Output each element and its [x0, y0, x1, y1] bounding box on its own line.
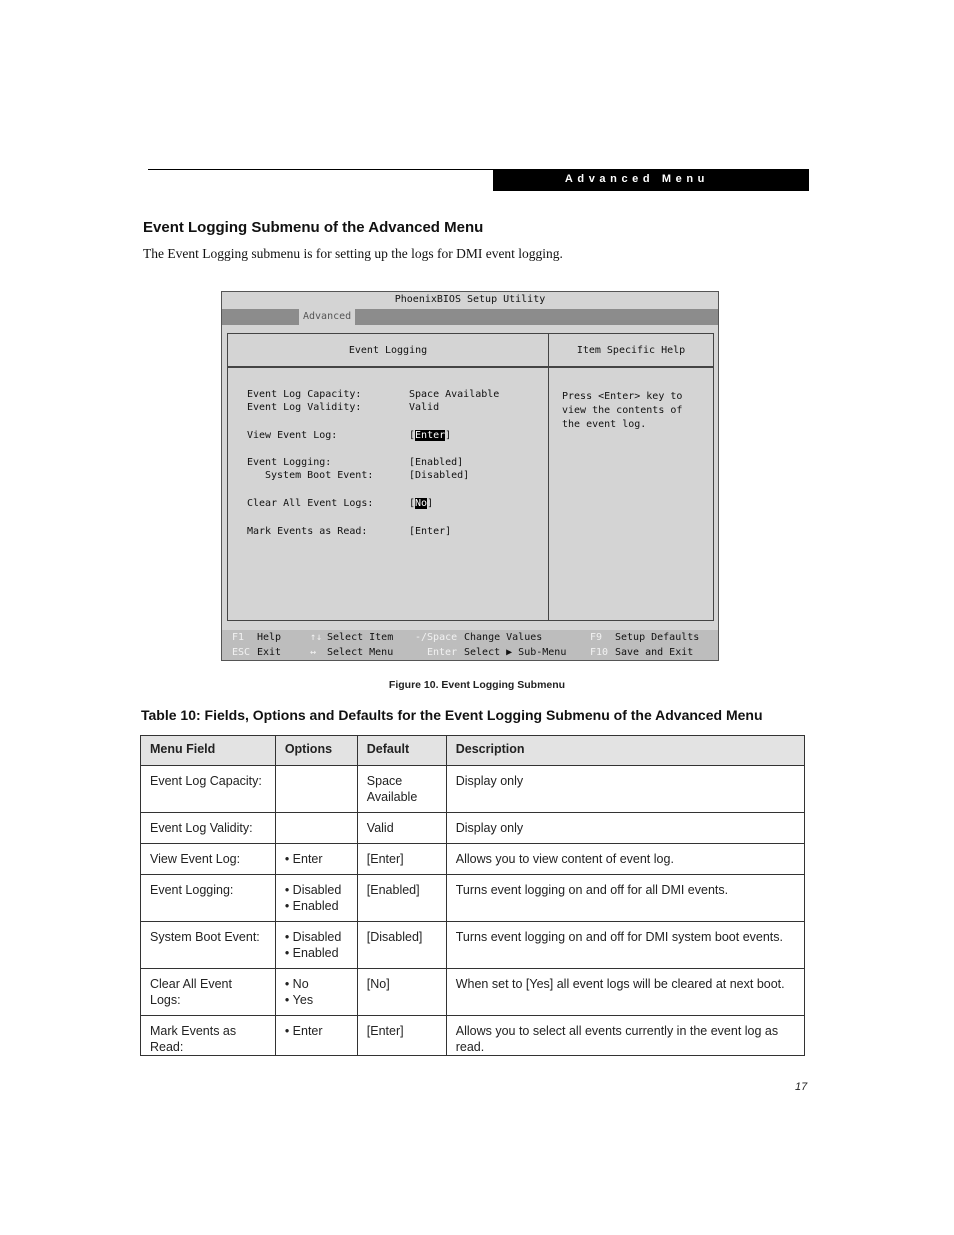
key-desc-setup-defaults: Setup Defaults — [615, 632, 700, 643]
cell-field: View Event Log: — [141, 844, 276, 875]
column-header: Description — [446, 736, 804, 766]
cell-description: Turns event logging on and off for DMI system boot events. — [446, 922, 804, 969]
cell-description: When set to [Yes] all event logs will be cleared at next boot. — [446, 969, 804, 1016]
help-line: view the contents of — [562, 405, 683, 416]
column-header: Default — [357, 736, 446, 766]
cell-options — [275, 922, 357, 969]
bios-main-panel — [227, 333, 549, 621]
cell-options — [275, 1016, 357, 1056]
bios-label-view-log: View Event Log: — [247, 430, 338, 441]
cell-field: Event Log Validity: — [141, 813, 276, 844]
figure-caption: Figure 10. Event Logging Submenu — [388, 679, 566, 691]
bios-label-capacity: Event Log Capacity: — [247, 389, 362, 400]
bracket-open: [ — [409, 498, 416, 509]
bios-key-legend — [222, 630, 718, 660]
option-item: • Enter — [285, 851, 348, 867]
bios-label-validity: Event Log Validity: — [247, 402, 362, 413]
bios-value-validity: Valid — [409, 402, 440, 413]
option-item: • No — [285, 976, 348, 992]
key-enter: Enter — [427, 647, 458, 658]
bios-value-view-log[interactable] — [409, 430, 451, 441]
option-item: • Enabled — [285, 898, 348, 914]
fields-table — [140, 735, 805, 1056]
cell-options — [275, 875, 357, 922]
cell-options — [275, 766, 357, 813]
key-minus-space: -/Space — [415, 632, 458, 643]
bios-screenshot — [221, 291, 719, 661]
key-desc-select-submenu: Select ▶ Sub-Menu — [464, 647, 567, 658]
cell-field: Event Logging: — [141, 875, 276, 922]
cell-description: Display only — [446, 813, 804, 844]
option-item: • Enabled — [285, 945, 348, 961]
key-f9: F9 — [590, 632, 603, 643]
key-desc-exit: Exit — [257, 647, 282, 658]
cell-field: System Boot Event: — [141, 922, 276, 969]
bios-label-mark-read: Mark Events as Read: — [247, 526, 368, 537]
cell-default: [Enter] — [357, 844, 446, 875]
arrow-up-down-icon: ↑↓ — [310, 632, 323, 643]
cell-description: Allows you to select all events currently in the event log as read. — [446, 1016, 804, 1056]
bios-selection-highlight: No — [415, 498, 428, 509]
table-row — [141, 813, 805, 844]
cell-default: Valid — [357, 813, 446, 844]
help-line: the event log. — [562, 419, 647, 430]
cell-field: Event Log Capacity: — [141, 766, 276, 813]
arrow-left-right-icon: ↔ — [310, 647, 317, 658]
bios-main-header: Event Logging — [228, 334, 548, 368]
bracket-open: [ — [409, 430, 416, 441]
key-desc-save-exit: Save and Exit — [615, 647, 694, 658]
default-line: Available — [366, 790, 418, 804]
key-desc-select-item: Select Item — [327, 632, 394, 643]
bios-title: PhoenixBIOS Setup Utility — [394, 294, 546, 305]
bios-help-header: Item Specific Help — [549, 334, 713, 368]
table-row — [141, 922, 805, 969]
key-desc-help: Help — [257, 632, 282, 643]
help-line: Press <Enter> key to — [562, 391, 683, 402]
cell-options — [275, 813, 357, 844]
header-rule — [148, 169, 493, 170]
cell-default — [357, 766, 446, 813]
bios-selection-highlight: Enter — [415, 430, 446, 441]
key-desc-change-values: Change Values — [464, 632, 543, 643]
bios-value-event-logging[interactable]: [Enabled] — [409, 457, 464, 468]
key-f10: F10 — [590, 647, 609, 658]
table-row — [141, 1016, 805, 1056]
bios-label-boot-event: System Boot Event: — [265, 470, 374, 481]
table-header-row — [141, 736, 805, 766]
cell-field: Mark Events as Read: — [141, 1016, 276, 1056]
bios-label-clear-logs: Clear All Event Logs: — [247, 498, 374, 509]
table-title: Table 10: Fields, Options and Defaults for the Event Logging Submenu of the Advanced Menu — [141, 707, 763, 723]
bios-tab-advanced[interactable]: Advanced — [299, 309, 355, 325]
bios-value-mark-read[interactable]: [Enter] — [409, 526, 452, 537]
key-f1: F1 — [232, 632, 245, 643]
bios-label-event-logging: Event Logging: — [247, 457, 332, 468]
cell-description: Display only — [446, 766, 804, 813]
bios-value-boot-event[interactable]: [Disabled] — [409, 470, 470, 481]
option-item: • Enter — [285, 1023, 348, 1039]
table-row — [141, 875, 805, 922]
key-esc: ESC — [232, 647, 251, 658]
table-row — [141, 844, 805, 875]
cell-description: Allows you to view content of event log. — [446, 844, 804, 875]
default-line: Space — [366, 774, 403, 788]
bios-menubar — [222, 309, 718, 325]
bios-value-capacity: Space Available — [409, 389, 500, 400]
cell-options — [275, 844, 357, 875]
cell-options — [275, 969, 357, 1016]
bracket-close: ] — [427, 498, 434, 509]
cell-field: Clear All Event Logs: — [141, 969, 276, 1016]
running-header: Advanced Menu — [493, 169, 809, 191]
option-item: • Disabled — [285, 882, 348, 898]
table-row — [141, 969, 805, 1016]
cell-description: Turns event logging on and off for all DMI events. — [446, 875, 804, 922]
option-item: • Disabled — [285, 929, 348, 945]
section-title: Event Logging Submenu of the Advanced Menu — [143, 219, 484, 236]
column-header: Menu Field — [141, 736, 276, 766]
bios-value-clear-logs[interactable] — [409, 498, 433, 509]
page-number: 17 — [795, 1081, 808, 1093]
bios-help-panel — [549, 333, 714, 621]
bracket-close: ] — [445, 430, 452, 441]
cell-default: [Disabled] — [357, 922, 446, 969]
option-item: • Yes — [285, 992, 348, 1008]
cell-default: [Enabled] — [357, 875, 446, 922]
column-header: Options — [275, 736, 357, 766]
table-row — [141, 766, 805, 813]
key-desc-select-menu: Select Menu — [327, 647, 394, 658]
intro-paragraph: The Event Logging submenu is for setting up the logs for DMI event logging. — [143, 246, 563, 261]
cell-default: [Enter] — [357, 1016, 446, 1056]
cell-default: [No] — [357, 969, 446, 1016]
